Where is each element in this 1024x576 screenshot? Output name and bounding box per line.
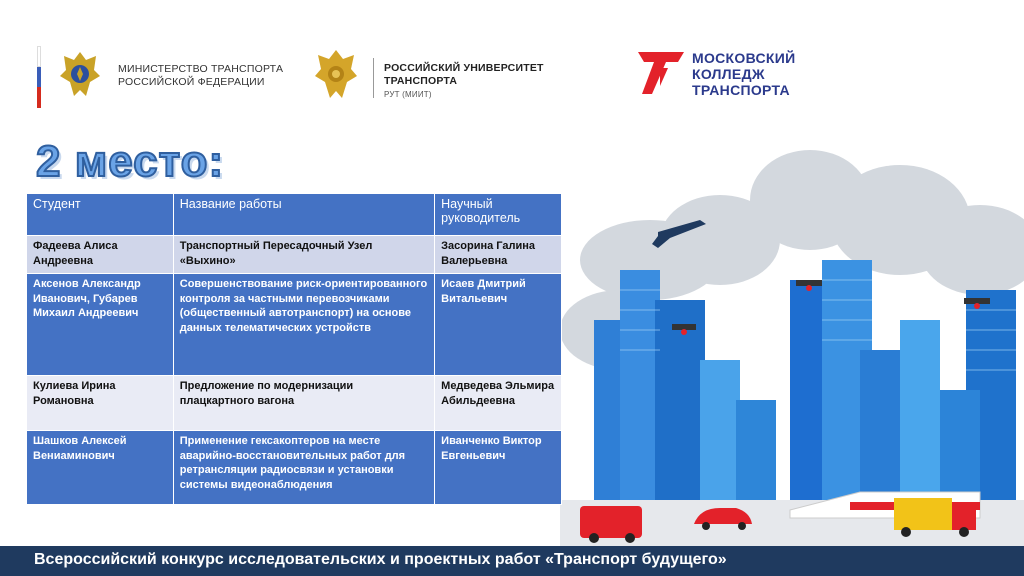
table-row bbox=[27, 274, 562, 376]
cell-advisor: Исаев Дмитрий Витальевич bbox=[435, 274, 562, 376]
cell-title: Предложение по модернизации плацкартного вагона bbox=[173, 376, 434, 431]
cell-student: Аксенов Александр Иванович, Губарев Михаил Андреевич bbox=[27, 274, 174, 376]
university-name: РОССИЙСКИЙ УНИВЕРСИТЕТ ТРАНСПОРТА РУТ (МИИТ) bbox=[384, 62, 544, 99]
cell-student: Кулиева Ирина Романовна bbox=[27, 376, 174, 431]
table-row bbox=[27, 376, 562, 431]
transport-city-illustration bbox=[560, 140, 1024, 546]
cell-advisor: Иванченко Виктор Евгеньевич bbox=[435, 431, 562, 505]
header-title: Название работы bbox=[173, 194, 434, 236]
cell-title: Транспортный Пересадочный Узел «Выхино» bbox=[173, 236, 434, 274]
table-row bbox=[27, 431, 562, 505]
cell-student: Фадеева Алиса Андреевна bbox=[27, 236, 174, 274]
header-advisor: Научный руководитель bbox=[435, 194, 562, 236]
cell-advisor: Засорина Галина Валерьевна bbox=[435, 236, 562, 274]
footer-text: Всероссийский конкурс исследовательских и проектных работ «Транспорт будущего» bbox=[34, 551, 727, 568]
winners-table bbox=[26, 193, 562, 505]
header-student: Студент bbox=[27, 194, 174, 236]
page-title: 2 место: bbox=[36, 137, 225, 186]
university-emblem-icon bbox=[312, 46, 360, 102]
cell-student: Шашков Алексей Вениаминович bbox=[27, 431, 174, 505]
table-row bbox=[27, 236, 562, 274]
college-logo-icon bbox=[638, 52, 684, 94]
cell-title: Совершенствование риск-ориентированного контроля за частными перевозчиками (общественный автотранспорт) на основе данных телематических устройств bbox=[173, 274, 434, 376]
cell-advisor: Медведева Эльмира Абильдеевна bbox=[435, 376, 562, 431]
cell-title: Применение гексакоптеров на месте аварийно-восстановительных работ для ретрансляции радиосвязи и установки системы видеонаблюдения bbox=[173, 431, 434, 505]
logo-divider bbox=[373, 58, 374, 98]
college-name: МОСКОВСКИЙ КОЛЛЕДЖ ТРАНСПОРТА bbox=[692, 50, 796, 98]
footer-banner bbox=[0, 546, 1024, 576]
logo-header bbox=[0, 0, 1024, 120]
ministry-name: МИНИСТЕРСТВО ТРАНСПОРТА РОССИЙСКОЙ ФЕДЕРАЦИИ bbox=[118, 63, 284, 88]
table-header-row bbox=[27, 194, 562, 236]
ministry-emblem-icon bbox=[56, 46, 104, 102]
russian-flag-stripe bbox=[37, 46, 41, 108]
